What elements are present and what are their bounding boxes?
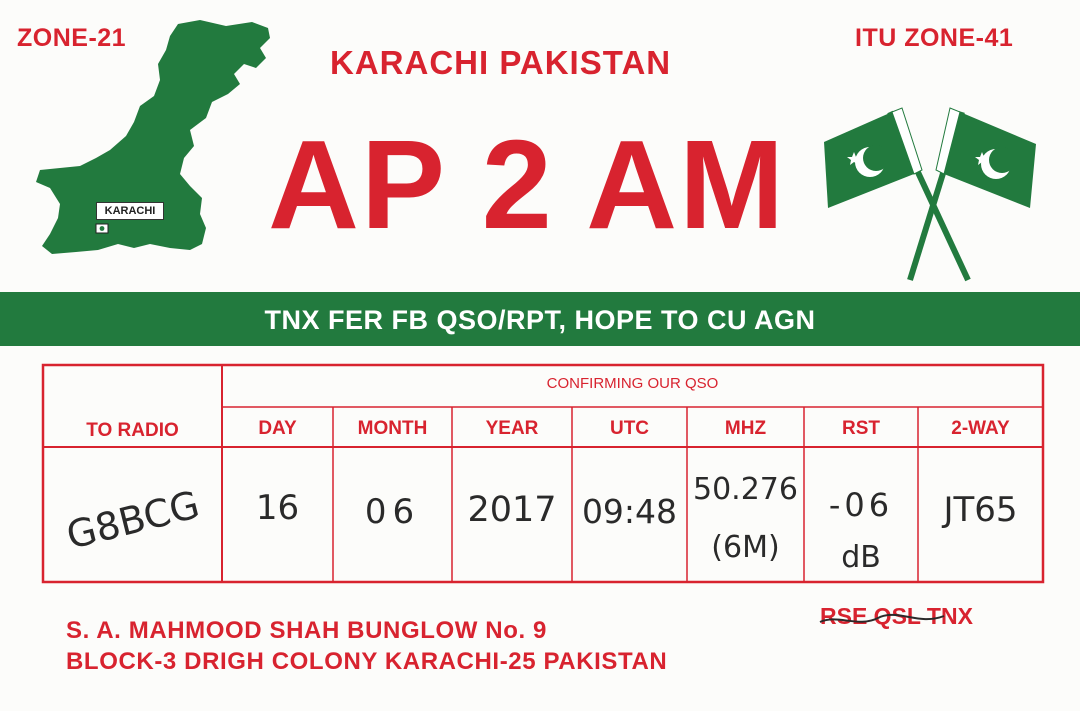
address-line-2: BLOCK-3 DRIGH COLONY KARACHI-25 PAKISTAN [66,648,668,675]
year-header: YEAR [485,418,539,439]
month-value: 06 [364,492,421,532]
two-way-value: JT65 [943,490,1018,530]
mhz-value-line2: (6M) [711,530,780,565]
rst-header: RST [842,418,880,439]
itu-zone-label: ITU ZONE-41 [855,24,1014,52]
day-header: DAY [258,418,297,439]
city-title: KARACHI PAKISTAN [330,44,672,81]
rst-value-line2: dB [841,540,881,575]
callsign: AP 2 AM [268,114,787,255]
two-way-header: 2-WAY [951,418,1010,439]
year-value: 2017 [467,490,557,530]
zone-label: ZONE-21 [17,24,127,52]
handwritten-strike-mark [818,606,958,632]
mhz-value-line1: 50.276 [693,472,798,507]
banner-text: TNX FER FB QSO/RPT, HOPE TO CU AGN [264,305,816,335]
to-radio-value: G8BCG [62,482,204,558]
table-caption: CONFIRMING OUR QSO [546,375,719,392]
utc-value: 09:48 [581,492,678,531]
mhz-header: MHZ [724,418,767,439]
karachi-map-label: KARACHI [96,202,164,220]
address-line-1: S. A. MAHMOOD SHAH BUNGLOW No. 9 [66,617,547,644]
day-value: 16 [255,488,300,528]
qsl-note: RSE QSL TNX [820,603,973,629]
to-radio-header: TO RADIO [86,420,179,441]
month-header: MONTH [357,418,428,439]
utc-header: UTC [609,418,650,439]
rst-value-line1: -06 [828,486,894,524]
